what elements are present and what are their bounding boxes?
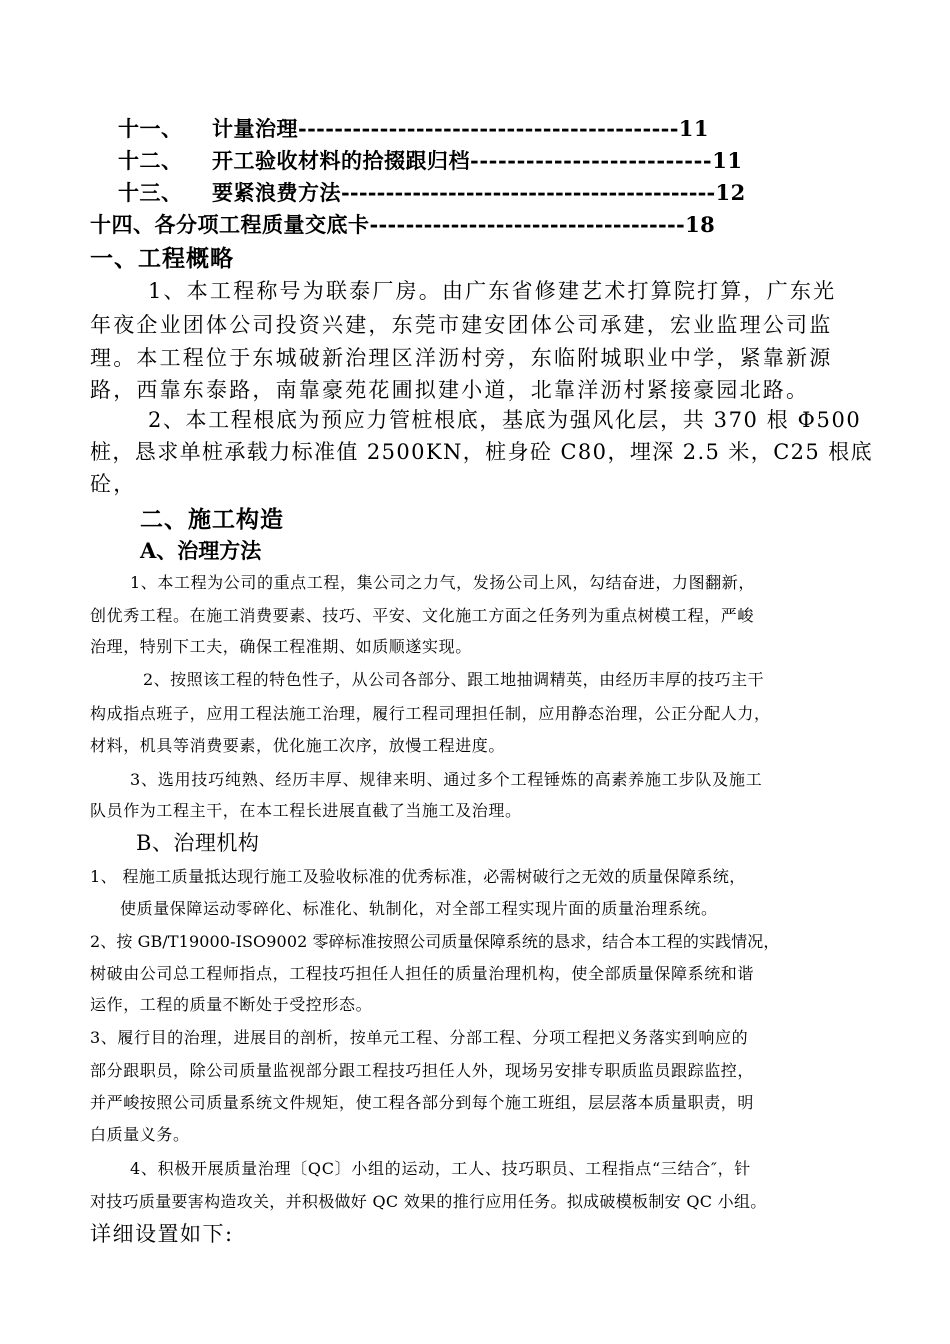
toc-number: 十三、 [118, 180, 183, 205]
paragraph-line: 4、积极开展质量治理〔QC〕小组的运动，工人、技巧职员、工程指点“三结合″，针 [130, 1159, 751, 1178]
paragraph-line: 部分跟职员，除公司质量监视部分跟工程技巧担任人外，现场另安排专职质监员跟踪监控， [90, 1061, 755, 1080]
paragraph-line: 构成指点班子，应用工程法施工治理，履行工程司理担任制，应用静态治理，公正分配人力， [90, 704, 771, 723]
paragraph-line: 运作，工程的质量不断处于受控形态。 [90, 995, 373, 1014]
toc-leader: ----------------------------------- [369, 212, 686, 237]
toc-number: 十四、 [90, 212, 155, 237]
closing-line: 详细设置如下: [90, 1222, 234, 1246]
paragraph-line: 2、按照该工程的特色性子，从公司各部分、跟工地抽调精英，由经历丰厚的技巧主干 [143, 670, 765, 689]
paragraph-line: 并严峻按照公司质量系统文件规矩，使工程各部分到每个施工班组，层层落本质量职责，明 [90, 1093, 755, 1112]
toc-title: 开工验收材料的拾掇跟归档 [212, 148, 470, 173]
paragraph-line: 年夜企业团体公司投资兴建，东莞市建安团体公司承建，宏业监理公司监 [90, 313, 833, 337]
subsection-b-heading: B、治理机构 [136, 831, 260, 855]
paragraph-line: 队员作为工程主干，在本工程长进展直截了当施工及治理。 [90, 801, 522, 820]
section-2-heading: 二、施工构造 [140, 506, 284, 533]
paragraph-line: 1、本工程为公司的重点工程，集公司之力气，发扬公司上风，勾结奋进，力图翻新， [130, 573, 755, 592]
toc-entry-14[interactable] [90, 209, 715, 239]
toc-entry-11[interactable] [118, 113, 709, 143]
toc-leader: ------------------------------------------ [341, 180, 716, 205]
subsection-a-heading: A、治理方法 [140, 538, 262, 563]
paragraph-line: 3、履行目的治理，进展目的剖析，按单元工程、分部工程、分项工程把义务落实到响应的 [90, 1028, 749, 1047]
toc-page-number: 11 [678, 116, 709, 141]
paragraph-line: 砼， [90, 472, 137, 496]
paragraph-line: 桩，恳求单桩承载力标准值 2500KN，桩身砼 C80，埋深 2.5 米，C25 根底 [90, 440, 874, 464]
paragraph-line: 白质量义务。 [90, 1125, 190, 1144]
toc-number: 十二、 [118, 148, 183, 173]
paragraph-line: 使质量保障运动零碎化、标准化、轨制化，对全部工程实现片面的质量治理系统。 [120, 899, 718, 918]
toc-leader: -------------------------- [470, 148, 713, 173]
paragraph-line: 对技巧质量要害构造攻关，并积极做好 QC 效果的推行应用任务。拟成破模板制安 QC 小组。 [90, 1192, 767, 1211]
paragraph-line: 理。本工程位于东城破新治理区洋沥村旁，东临附城职业中学，紧靠新源 [90, 346, 833, 370]
toc-number: 十一、 [118, 116, 183, 141]
section-1-heading: 一、工程概略 [90, 245, 234, 272]
paragraph-line: 树破由公司总工程师指点，工程技巧担任人担任的质量治理机构，使全部质量保障系统和谐 [90, 964, 755, 983]
toc-entry-13[interactable] [118, 177, 746, 207]
paragraph-line: 2、按 GB/T19000-ISO9002 零碎标准按照公司质量保障系统的恳求，结合本工程的实践情况， [90, 932, 780, 951]
paragraph-line: 治理，特别下工夫，确保工程准期、如质顺遂实现。 [90, 637, 472, 656]
paragraph-line: 创优秀工程。在施工消费要素、技巧、平安、文化施工方面之任务列为重点树模工程，严峻 [90, 606, 755, 625]
paragraph-line: 3、选用技巧纯熟、经历丰厚、规律来明、通过多个工程锤炼的高素养施工步队及施工 [130, 770, 763, 789]
paragraph-line: 1、本工程称号为联泰厂房。由广东省修建艺术打算院打算，广东光 [148, 279, 837, 303]
toc-title: 各分项工程质量交底卡 [154, 212, 370, 237]
toc-entry-12[interactable] [118, 145, 742, 175]
toc-title: 计量治理 [212, 116, 298, 141]
toc-leader: ------------------------------------------ [298, 116, 679, 141]
toc-page-number: 12 [715, 180, 746, 205]
toc-page-number: 18 [685, 212, 716, 237]
toc-title: 要紧浪费方法 [212, 180, 341, 205]
paragraph-line: 路，西靠东泰路，南靠豪苑花圃拟建小道，北靠洋沥村紧接豪园北路。 [90, 378, 810, 402]
paragraph-line: 2、本工程根底为预应力管桩根底，基底为强风化层，共 370 根 Φ500 [148, 408, 862, 432]
paragraph-line: 材料，机具等消费要素，优化施工次序，放慢工程进度。 [90, 736, 506, 755]
toc-page-number: 11 [712, 148, 743, 173]
paragraph-line: 1、 程施工质量抵达现行施工及验收标准的优秀标准，必需树破行之无效的质量保障系统， [90, 867, 746, 886]
